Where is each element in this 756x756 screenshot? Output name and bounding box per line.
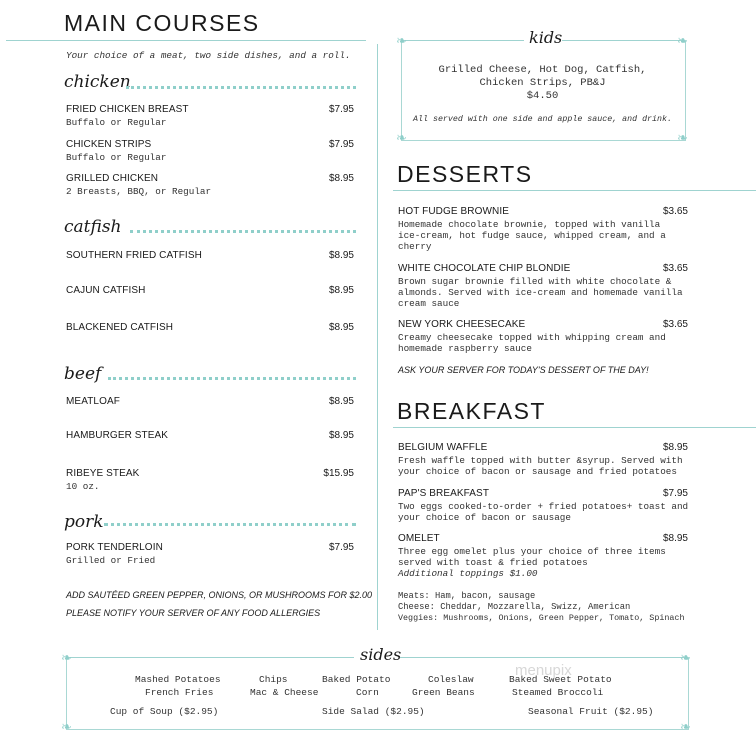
desserts-title: DESSERTS — [397, 161, 533, 187]
side-cup-of-soup: Cup of Soup ($2.95) — [110, 706, 219, 717]
price-hot-fudge-brownie: $3.65 — [662, 206, 688, 217]
price-hamburger-steak: $8.95 — [328, 430, 354, 441]
sides-corner-bl-icon: ❧ — [61, 719, 72, 734]
category-chicken-dots — [126, 86, 356, 89]
item-ribeye-steak: RIBEYE STEAK — [66, 468, 140, 479]
kids-title: kids — [529, 28, 563, 47]
category-beef: beef — [64, 364, 102, 384]
price-southern-fried-catfish: $8.95 — [328, 250, 354, 261]
sides-top-rule-left — [66, 657, 354, 658]
item-white-chocolate-chip-blondie: WHITE CHOCOLATE CHIP BLONDIE — [398, 263, 571, 274]
item-pork-tenderloin: PORK TENDERLOIN — [66, 542, 163, 553]
side-mashed-potatoes: Mashed Potatoes — [135, 674, 221, 685]
price-new-york-cheesecake: $3.65 — [662, 319, 688, 330]
item-omelet: OMELET — [398, 533, 440, 544]
kids-line-2: Chicken Strips, PB&J — [479, 77, 606, 89]
column-divider — [377, 44, 378, 630]
item-grilled-chicken: GRILLED CHICKEN — [66, 173, 159, 184]
note-add-sauteed: ADD SAUTÉED GREEN PEPPER, ONIONS, OR MUSHROOMS FOR $2.00 — [66, 590, 373, 600]
desc-hot-fudge-brownie-3: cherry — [398, 241, 432, 252]
desc-belgium-waffle-1: Fresh waffle topped with butter &syrup. Served with — [398, 455, 683, 466]
price-belgium-waffle: $8.95 — [662, 442, 688, 453]
side-side-salad: Side Salad ($2.95) — [322, 706, 425, 717]
desc-blondie-2: almonds. Served with ice-cream and homemade vanilla — [398, 287, 683, 298]
side-coleslaw: Coleslaw — [428, 674, 474, 685]
price-paps-breakfast: $7.95 — [662, 488, 688, 499]
sides-title: sides — [360, 645, 402, 664]
desc-grilled-chicken: 2 Breasts, BBQ, or Regular — [66, 186, 212, 197]
item-meatloaf: MEATLOAF — [66, 396, 120, 407]
side-corn: Corn — [356, 687, 379, 698]
desc-paps-breakfast-1: Two eggs cooked-to-order + fried potatoes+ toast and — [398, 501, 689, 512]
watermark: menupix — [515, 662, 572, 679]
desc-omelet-2: served with toast & fried potatoes — [398, 557, 588, 568]
item-cajun-catfish: CAJUN CATFISH — [66, 285, 146, 296]
sides-corner-tr-icon: ❧ — [680, 650, 691, 665]
item-blackened-catfish: BLACKENED CATFISH — [66, 322, 174, 333]
desc-belgium-waffle-2: your choice of bacon or sausage and fried potatoes — [398, 466, 677, 477]
price-meatloaf: $8.95 — [328, 396, 354, 407]
desc-hot-fudge-brownie-1: Homemade chocolate brownie, topped with vanilla — [398, 219, 661, 230]
item-hot-fudge-brownie: HOT FUDGE BROWNIE — [398, 206, 509, 217]
desc-hot-fudge-brownie-2: ice-cream, hot fudge sauce, whipped cream, and a — [398, 230, 666, 241]
main-courses-title: MAIN COURSES — [64, 10, 260, 36]
category-catfish: catfish — [64, 217, 122, 237]
side-chips: Chips — [259, 674, 288, 685]
price-grilled-chicken: $8.95 — [328, 173, 354, 184]
category-catfish-dots — [130, 230, 356, 233]
breakfast-title: BREAKFAST — [397, 398, 546, 424]
kids-corner-bl-icon: ❧ — [396, 130, 407, 145]
kids-corner-br-icon: ❧ — [677, 130, 688, 145]
price-fried-chicken-breast: $7.95 — [328, 104, 354, 115]
kids-top-rule-right — [562, 40, 685, 41]
side-seasonal-fruit: Seasonal Fruit ($2.95) — [528, 706, 654, 717]
price-white-chocolate-chip-blondie: $3.65 — [662, 263, 688, 274]
desc-pork-tenderloin: Grilled or Fried — [66, 555, 156, 566]
main-title-rule — [6, 40, 366, 41]
side-steamed-broccoli: Steamed Broccoli — [512, 687, 604, 698]
main-subtitle: Your choice of a meat, two side dishes, and a roll. — [66, 50, 351, 61]
side-green-beans: Green Beans — [412, 687, 475, 698]
item-southern-fried-catfish: SOUTHERN FRIED CATFISH — [66, 250, 202, 261]
desc-paps-breakfast-2: your choice of bacon or sausage — [398, 512, 571, 523]
kids-corner-tl-icon: ❧ — [396, 33, 407, 48]
desc-omelet-extra: Additional toppings $1.00 — [398, 568, 538, 579]
side-baked-potato: Baked Potato — [322, 674, 391, 685]
kids-note: All served with one side and apple sauce, and drink. — [413, 115, 672, 124]
toppings-veggies: Veggies: Mushrooms, Onions, Green Pepper, Tomato, Spinach — [398, 613, 685, 623]
desc-ribeye-steak: 10 oz. — [66, 481, 100, 492]
sides-corner-tl-icon: ❧ — [61, 650, 72, 665]
desserts-note: ASK YOUR SERVER FOR TODAY'S DESSERT OF THE DAY! — [398, 365, 649, 375]
price-ribeye-steak: $15.95 — [323, 468, 354, 479]
item-new-york-cheesecake: NEW YORK CHEESECAKE — [398, 319, 526, 330]
desserts-title-rule — [393, 190, 756, 191]
desc-blondie-3: cream sauce — [398, 298, 460, 309]
toppings-meats: Meats: Ham, bacon, sausage — [398, 591, 536, 601]
desc-cheesecake-1: Creamy cheesecake topped with whipping cream and — [398, 332, 666, 343]
kids-corner-tr-icon: ❧ — [677, 33, 688, 48]
price-chicken-strips: $7.95 — [328, 139, 354, 150]
category-pork: pork — [64, 512, 104, 532]
desc-chicken-strips: Buffalo or Regular — [66, 152, 167, 163]
side-mac-cheese: Mac & Cheese — [250, 687, 319, 698]
sides-top-rule-right — [400, 657, 688, 658]
item-paps-breakfast: PAP'S BREAKFAST — [398, 488, 490, 499]
price-pork-tenderloin: $7.95 — [328, 542, 354, 553]
kids-line-1: Grilled Cheese, Hot Dog, Catfish, — [438, 64, 647, 76]
category-pork-dots — [104, 523, 356, 526]
price-omelet: $8.95 — [662, 533, 688, 544]
category-beef-dots — [108, 377, 356, 380]
desc-cheesecake-2: homemade raspberry sauce — [398, 343, 532, 354]
desc-omelet-1: Three egg omelet plus your choice of three items — [398, 546, 666, 557]
kids-top-rule-left — [401, 40, 524, 41]
item-belgium-waffle: BELGIUM WAFFLE — [398, 442, 488, 453]
price-blackened-catfish: $8.95 — [328, 322, 354, 333]
item-hamburger-steak: HAMBURGER STEAK — [66, 430, 169, 441]
price-cajun-catfish: $8.95 — [328, 285, 354, 296]
item-chicken-strips: CHICKEN STRIPS — [66, 139, 152, 150]
side-french-fries: French Fries — [145, 687, 214, 698]
note-allergies: PLEASE NOTIFY YOUR SERVER OF ANY FOOD ALLERGIES — [66, 608, 321, 618]
sides-corner-br-icon: ❧ — [680, 719, 691, 734]
desc-fried-chicken-breast: Buffalo or Regular — [66, 117, 167, 128]
item-fried-chicken-breast: FRIED CHICKEN BREAST — [66, 104, 189, 115]
breakfast-title-rule — [393, 427, 756, 428]
category-chicken: chicken — [64, 72, 131, 92]
desc-blondie-1: Brown sugar brownie filled with white chocolate & — [398, 276, 672, 287]
toppings-cheese: Cheese: Cheddar, Mozzarella, Swizz, American — [398, 602, 631, 612]
kids-price: $4.50 — [526, 90, 559, 102]
side-baked-sweet-potato: Baked Sweet Potato — [509, 674, 612, 685]
